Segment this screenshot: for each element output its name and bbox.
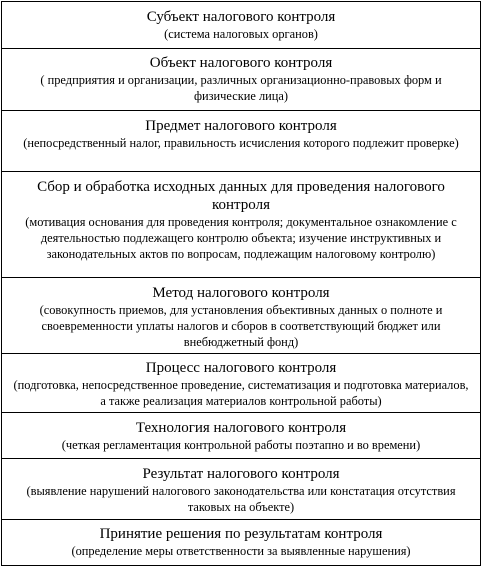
row-title: Объект налогового контроля [149, 55, 333, 71]
row-data-collection [2, 172, 480, 278]
row-title: Сбор и обработка исходных данных для проведения налогового контроля [37, 179, 445, 213]
row-description: (непосредственный налог, правильность исчисления которого подлежит проверке) [23, 136, 459, 150]
row-description: ( предприятия и организации, различных организационно-правовых форм и физические лица) [40, 73, 442, 103]
row-description: (определение меры ответственности за выявленные нарушения) [71, 544, 411, 558]
tax-control-table [1, 1, 481, 566]
row-title: Результат налогового контроля [142, 466, 340, 482]
row-method [2, 278, 480, 354]
row-description: (мотивация основания для проведения контроля; документальное ознакомление с деятельностью подлежащего контролю объекта; изучение инструктивных и законодательных актов по вопросам, подлежащим налоговому контролю) [25, 215, 457, 261]
row-description: (выявление нарушений налогового законодательства или констатация отсутствия таковых на объекте) [26, 484, 456, 514]
row-title: Субъект налогового контроля [146, 9, 336, 25]
row-subject [2, 2, 480, 49]
row-matter [2, 111, 480, 172]
row-description: (система налоговых органов) [164, 27, 318, 41]
row-title: Процесс налогового контроля [145, 360, 337, 376]
row-object [2, 49, 480, 111]
row-technology [2, 413, 480, 459]
row-title: Метод налогового контроля [152, 285, 330, 301]
row-decision [2, 520, 480, 565]
row-process [2, 354, 480, 413]
row-description: (совокупность приемов, для установления объективных данных о полноте и своевременности уплаты налогов и сборов в соответствующий бюджет или внебюджетный фонд) [39, 303, 443, 349]
row-title: Принятие решения по результатам контроля [99, 526, 383, 542]
row-title: Предмет налогового контроля [145, 118, 337, 134]
row-description: (подготовка, непосредственное проведение, систематизация и подготовка материалов, а также реализация материалов контрольной работы) [13, 378, 469, 408]
row-result [2, 459, 480, 520]
row-title: Технология налогового контроля [135, 420, 347, 436]
row-description: (четкая регламентация контрольной работы поэтапно и во времени) [61, 438, 421, 452]
